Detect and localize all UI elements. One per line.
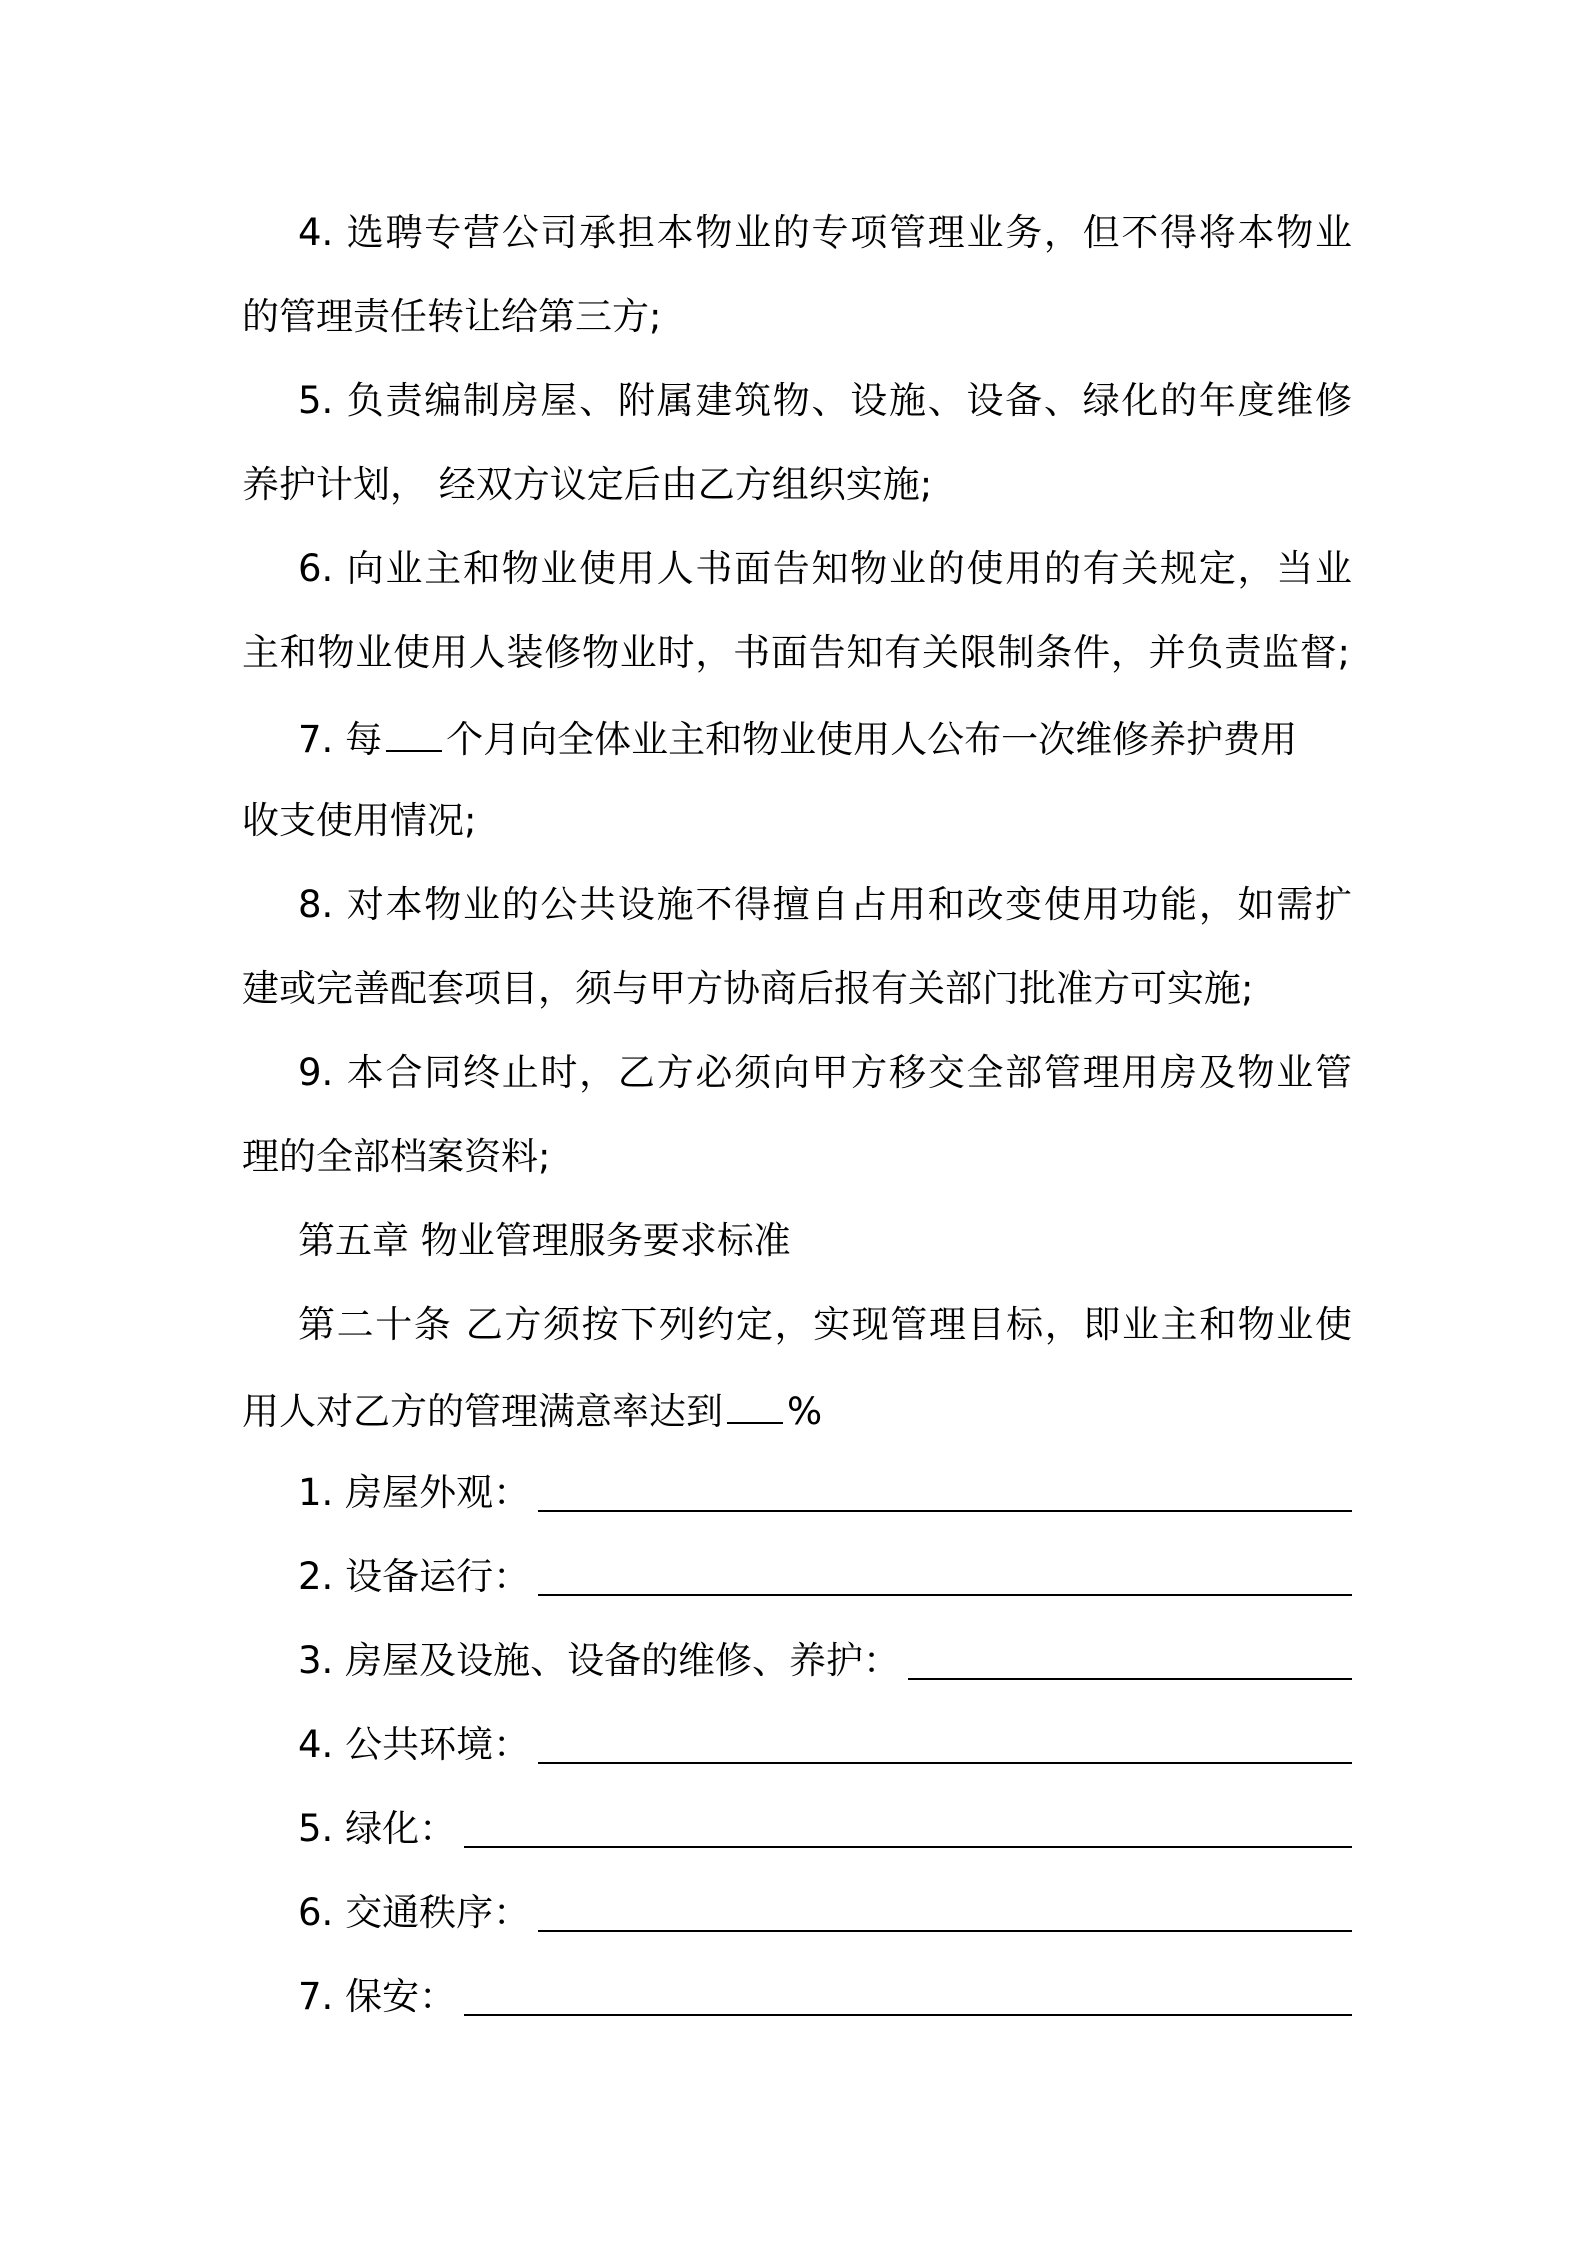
clause-5-line-1: 5. 负责编制房屋、附属建筑物、设施、设备、绿化的年度维修 (298, 379, 1352, 422)
standard-item-2 (298, 1552, 1352, 1602)
standard-item-4 (298, 1720, 1352, 1770)
satisfaction-rate-blank[interactable] (727, 1384, 783, 1424)
standard-item-3 (298, 1636, 1352, 1686)
standard-fill-blank[interactable] (538, 1554, 1352, 1596)
clause-5-line-2: 养护计划， 经双方议定后由乙方组织实施; (242, 463, 933, 506)
standard-label: 1. 房屋外观： (298, 1471, 531, 1514)
clause-7-prefix: 7. 每 (298, 718, 383, 761)
percent-sign: % (787, 1390, 823, 1433)
article-20-line-2 (242, 1384, 822, 1434)
clause-7-suffix: 个月向全体业主和物业使用人公布一次维修养护费用 (446, 718, 1298, 761)
standard-item-7 (298, 1972, 1352, 2022)
standard-fill-blank[interactable] (908, 1638, 1352, 1680)
standard-item-1 (298, 1468, 1352, 1518)
clause-6-line-2: 主和物业使用人装修物业时，书面告知有关限制条件，并负责监督; (242, 631, 1350, 674)
clause-7-line-1 (298, 712, 1297, 762)
standard-label: 4. 公共环境： (298, 1723, 531, 1766)
standard-label: 7. 保安： (298, 1975, 457, 2018)
clause-8-line-2: 建或完善配套项目，须与甲方协商后报有关部门批准方可实施; (242, 967, 1254, 1010)
standard-label: 3. 房屋及设施、设备的维修、养护： (298, 1639, 901, 1682)
article-20-line-1: 第二十条 乙方须按下列约定，实现管理目标，即业主和物业使 (298, 1303, 1352, 1346)
standard-fill-blank[interactable] (538, 1722, 1352, 1764)
clause-4-line-1: 4. 选聘专营公司承担本物业的专项管理业务，但不得将本物业 (298, 211, 1352, 254)
standard-label: 6. 交通秩序： (298, 1891, 531, 1934)
clause-6-line-1: 6. 向业主和物业使用人书面告知物业的使用的有关规定，当业 (298, 547, 1352, 590)
clause-7-line-2: 收支使用情况; (242, 799, 477, 842)
chapter-5-heading: 第五章 物业管理服务要求标准 (298, 1219, 791, 1262)
standard-item-6 (298, 1888, 1352, 1938)
satisfaction-text: 用人对乙方的管理满意率达到 (242, 1390, 723, 1433)
standard-fill-blank[interactable] (538, 1890, 1352, 1932)
months-blank[interactable] (386, 712, 442, 752)
clause-8-line-1: 8. 对本物业的公共设施不得擅自占用和改变使用功能，如需扩 (298, 883, 1352, 926)
standard-item-5 (298, 1804, 1352, 1854)
standard-label: 2. 设备运行： (298, 1555, 531, 1598)
standard-label: 5. 绿化： (298, 1807, 457, 1850)
standard-fill-blank[interactable] (538, 1470, 1352, 1512)
standard-fill-blank[interactable] (464, 1806, 1352, 1848)
standard-fill-blank[interactable] (464, 1974, 1352, 2016)
clause-9-line-2: 理的全部档案资料; (242, 1135, 551, 1178)
clause-9-line-1: 9. 本合同终止时，乙方必须向甲方移交全部管理用房及物业管 (298, 1051, 1352, 1094)
clause-4-line-2: 的管理责任转让给第三方; (242, 295, 662, 338)
